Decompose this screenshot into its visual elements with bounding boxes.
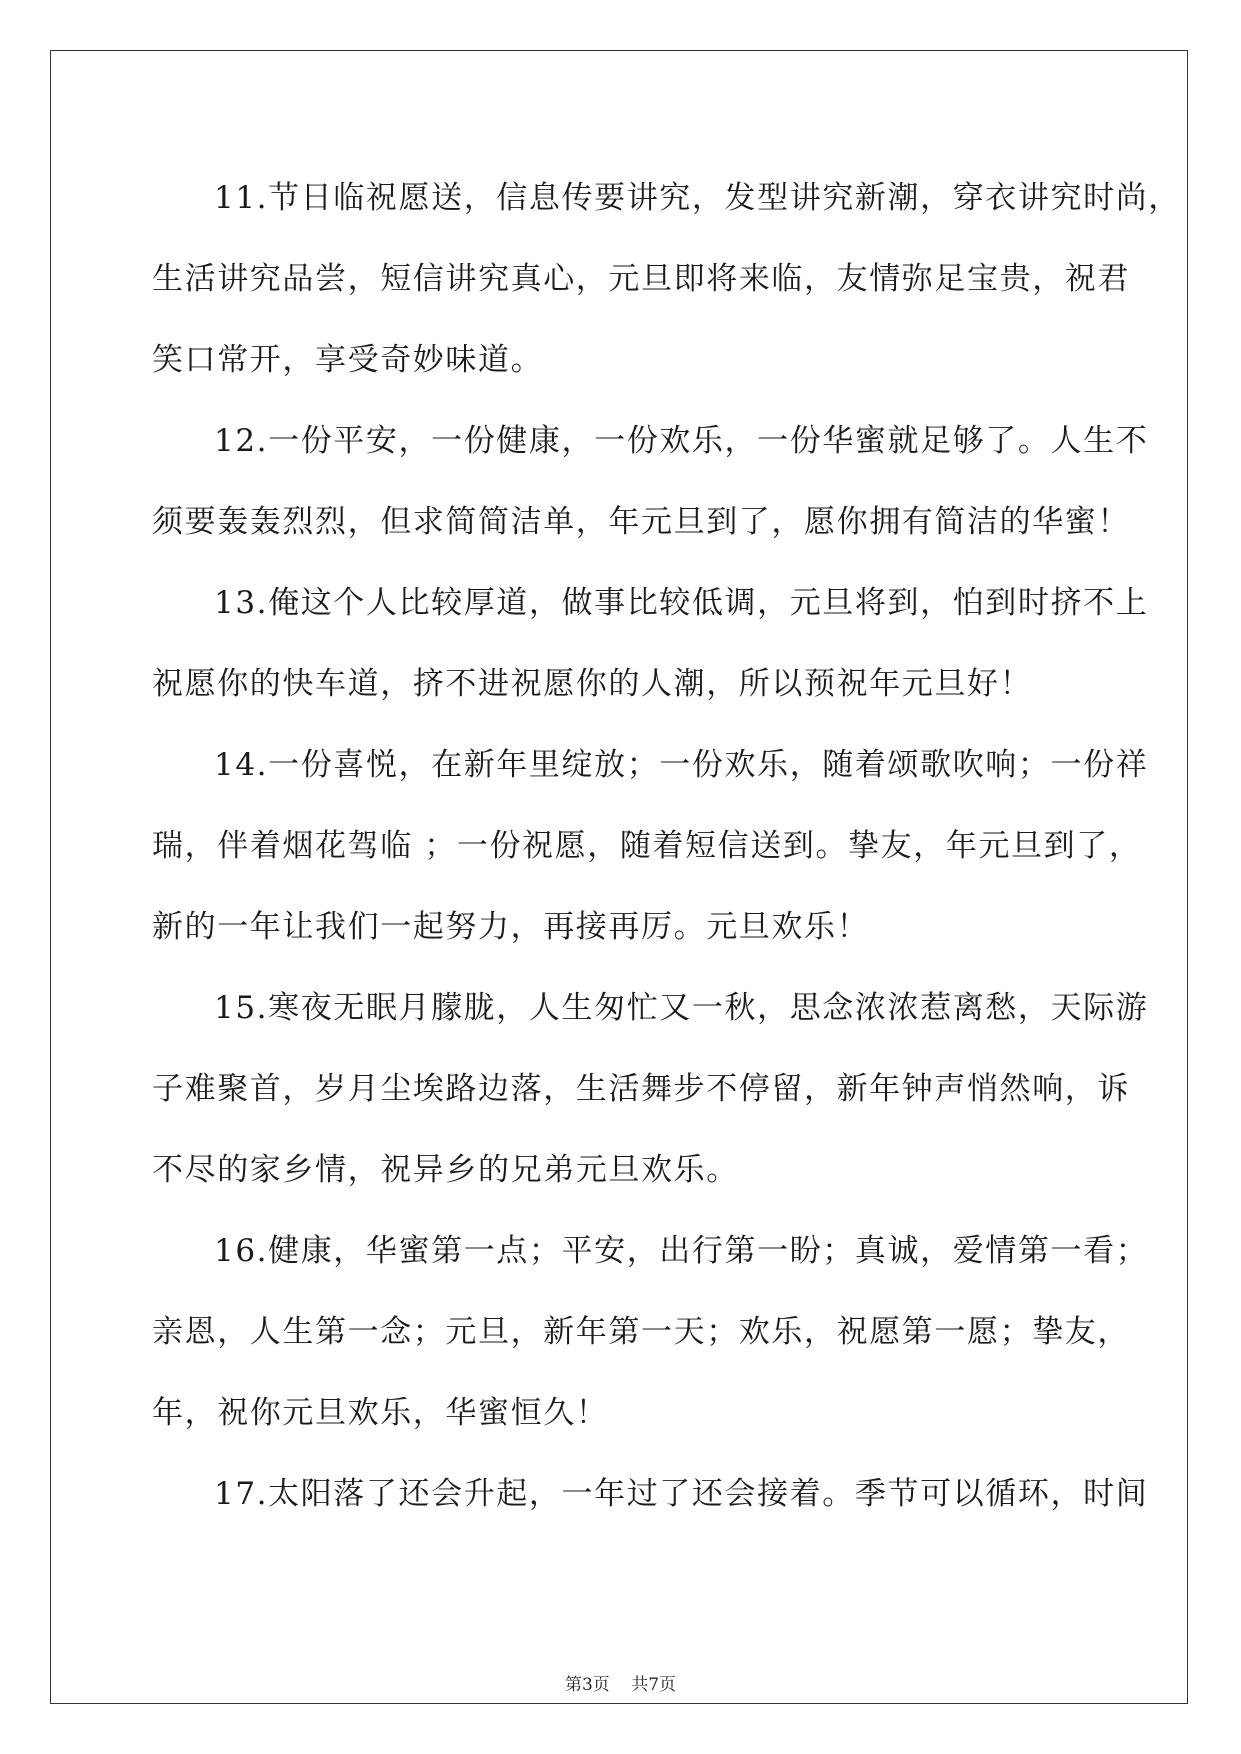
- text-line: 祝愿你的快车道，挤不进祝愿你的人潮，所以预祝年元旦好！: [152, 666, 1033, 702]
- text-line: 16.健康，华蜜第一点；平安，出行第一盼；真诚，爱情第一看；: [214, 1233, 1149, 1269]
- text-line: 不尽的家乡情，祝异乡的兄弟元旦欢乐。: [152, 1152, 739, 1188]
- page-number: 第3页: [564, 1675, 610, 1695]
- text-line: 12.一份平安，一份健康，一份欢乐，一份华蜜就足够了。人生不: [214, 423, 1149, 459]
- text-line: 生活讲究品尝，短信讲究真心，元旦即将来临，友情弥足宝贵，祝君: [152, 261, 1130, 297]
- text-line: 年，祝你元旦欢乐，华蜜恒久！: [152, 1395, 609, 1431]
- text-line: 15.寒夜无眠月朦胧，人生匆忙又一秋，思念浓浓惹离愁，天际游: [214, 990, 1149, 1026]
- page-footer: [0, 1670, 1241, 1695]
- text-line: 13.俺这个人比较厚道，做事比较低调，元旦将到，怕到时挤不上: [214, 585, 1149, 621]
- text-line: 瑞，伴着烟花驾临 ；一份祝愿，随着短信送到。挚友，年元旦到了，: [152, 828, 1142, 864]
- document-body: [152, 158, 1181, 1535]
- text-line: 须要轰轰烈烈，但求简简洁单，年元旦到了，愿你拥有简洁的华蜜！: [152, 504, 1130, 540]
- text-line: 17.太阳落了还会升起，一年过了还会接着。季节可以循环，时间: [214, 1476, 1149, 1512]
- page-total: 共7页: [631, 1675, 677, 1695]
- text-line: 14.一份喜悦，在新年里绽放；一份欢乐，随着颂歌吹响；一份祥: [214, 747, 1149, 783]
- text-line: 11.节日临祝愿送，信息传要讲究，发型讲究新潮，穿衣讲究时尚，: [214, 180, 1181, 216]
- text-line: 子难聚首，岁月尘埃路边落，生活舞步不停留，新年钟声悄然响，诉: [152, 1071, 1130, 1107]
- text-line: 亲恩，人生第一念；元旦，新年第一天；欢乐，祝愿第一愿；挚友，: [152, 1314, 1130, 1350]
- text-line: 笑口常开，享受奇妙味道。: [152, 342, 544, 378]
- text-line: 新的一年让我们一起努力，再接再厉。元旦欢乐！: [152, 909, 870, 945]
